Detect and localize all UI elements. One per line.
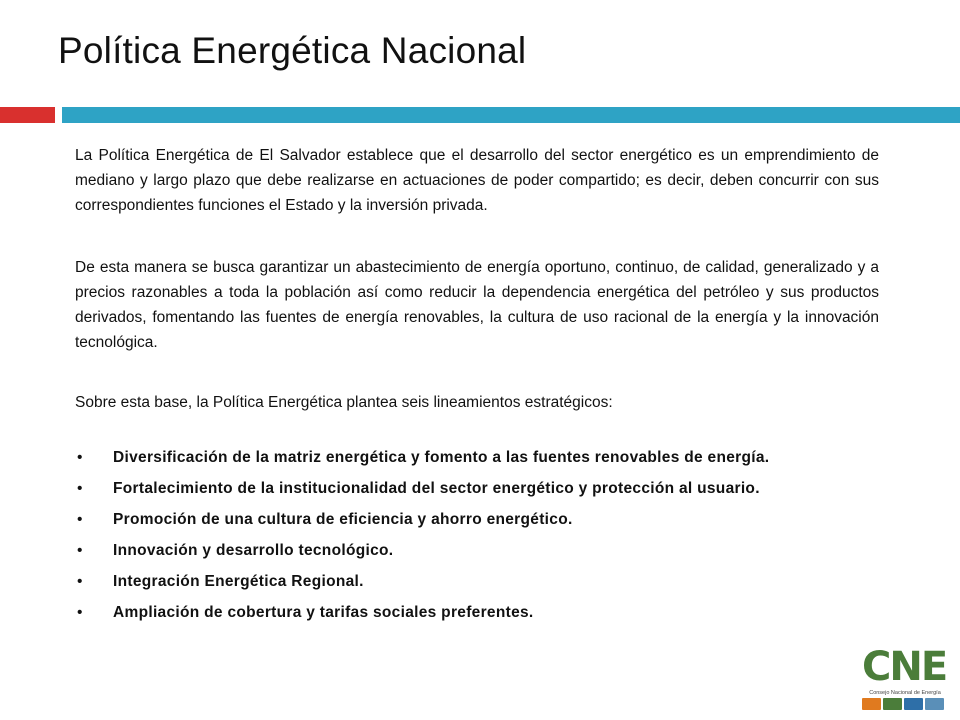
list-item-text: Innovación y desarrollo tecnológico.	[113, 542, 394, 559]
cne-logo	[860, 645, 950, 717]
bullet-icon: •	[77, 511, 83, 528]
title-accent-bar-red	[0, 107, 55, 123]
list-item-text: Promoción de una cultura de eficiencia y ahorro energético.	[113, 511, 573, 528]
title-accent-bar-blue	[62, 107, 960, 123]
page-title: Política Energética Nacional	[58, 30, 527, 71]
bullet-icon: •	[77, 480, 83, 497]
bullet-icon: •	[77, 604, 83, 621]
list-item-text: Integración Energética Regional.	[113, 573, 364, 590]
lineamientos-list	[75, 445, 879, 631]
paragraph-objectives: De esta manera se busca garantizar un abastecimiento de energía oportuno, continuo, de calidad, generalizado y a precios razonables a toda la población así como reducir la dependencia energética del petróleo y sus productos derivados, fomentando las fuentes de energía renovables, la cultura de uso racional de la energía y la innovación tecnológica.	[75, 259, 879, 351]
bullet-icon: •	[77, 449, 83, 466]
list-item-text: Diversificación de la matriz energética y fomento a las fuentes renovables de energía.	[113, 449, 770, 466]
logo-acronym: CNE	[862, 644, 947, 690]
sun-icon	[862, 698, 881, 710]
slide-body	[75, 143, 879, 631]
water-icon	[904, 698, 923, 710]
wind-icon	[925, 698, 944, 710]
paragraph-intro: La Política Energética de El Salvador establece que el desarrollo del sector energético es un emprendimiento de mediano y largo plazo que debe realizarse en actuaciones de poder compartido; es decir, deben concurrir con sus correspondientes funciones el Estado y la inversión privada.	[75, 147, 879, 214]
list-item	[75, 569, 879, 600]
list-item	[75, 445, 879, 476]
list-item-text: Fortalecimiento de la institucionalidad del sector energético y protección al usuario.	[113, 480, 760, 497]
list-item	[75, 538, 879, 569]
bullet-icon: •	[77, 573, 83, 590]
logo-full-name: Consejo Nacional de Energía	[869, 690, 941, 696]
paragraph-lineamientos-intro: Sobre esta base, la Política Energética plantea seis lineamientos estratégicos:	[75, 394, 613, 411]
list-item	[75, 600, 879, 631]
leaf-icon	[883, 698, 902, 710]
list-item-text: Ampliación de cobertura y tarifas sociales preferentes.	[113, 604, 534, 621]
bullet-icon: •	[77, 542, 83, 559]
logo-icon-strip	[862, 698, 944, 710]
list-item	[75, 507, 879, 538]
list-item	[75, 476, 879, 507]
